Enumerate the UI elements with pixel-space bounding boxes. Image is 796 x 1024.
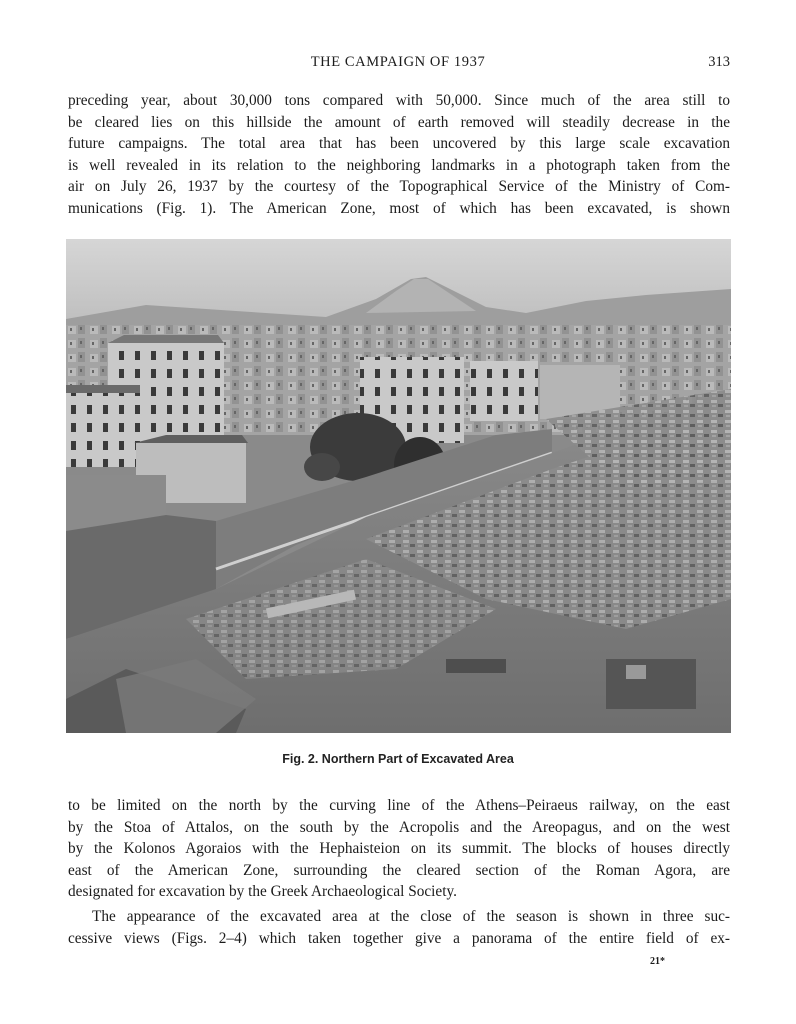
paragraph-line: be cleared lies on this hillside the amount of earth removed will steadily decrease in the xyxy=(68,113,730,131)
paragraph-line: cessive views (Figs. 2–4) which taken together give a panorama of the entire field of ex- xyxy=(68,929,730,947)
running-header-title: THE CAMPAIGN OF 1937 xyxy=(310,54,486,70)
paragraph-line: by the Kolonos Agoraios with the Hephaisteion on its summit. The blocks of houses directly xyxy=(68,840,730,857)
paragraph-line: future campaigns. The total area that has been uncovered by this large scale excavation xyxy=(68,135,730,152)
paragraph-line: The appearance of the excavated area at the close of the season is shown in three suc- xyxy=(92,908,730,925)
figure-caption: Fig. 2. Northern Part of Excavated Area xyxy=(282,752,514,766)
paragraph-top xyxy=(68,90,730,219)
paragraph-line: air on July 26, 1937 by the courtesy of the Topographical Service of the Ministry of Com- xyxy=(68,178,730,195)
paragraph-line: to be limited on the north by the curving line of the Athens–Peiraeus railway, on the east xyxy=(68,797,730,814)
excavation-photograph xyxy=(66,239,731,733)
paragraph-bottom xyxy=(68,795,730,903)
paragraph-line: east of the American Zone, surrounding the cleared section of the Roman Agora, are xyxy=(68,861,730,879)
paragraph-line: designated for excavation by the Greek Archaeological Society. xyxy=(68,883,457,900)
signature-mark: 21* xyxy=(650,956,665,967)
photograph-illustration xyxy=(66,239,731,733)
paragraph-line: by the Stoa of Attalos, on the south by the Acropolis and the Areopagus, and on the west xyxy=(68,818,730,836)
paragraph-bottom-2 xyxy=(68,906,730,949)
page-number: 313 xyxy=(708,54,730,70)
paragraph-line: munications (Fig. 1). The American Zone, most of which has been excavated, is shown xyxy=(68,199,730,217)
paragraph-line: is well revealed in its relation to the neighboring landmarks in a photograph taken from the xyxy=(68,156,730,174)
paragraph-line: preceding year, about 30,000 tons compared with 50,000. Since much of the area still to xyxy=(68,92,730,109)
